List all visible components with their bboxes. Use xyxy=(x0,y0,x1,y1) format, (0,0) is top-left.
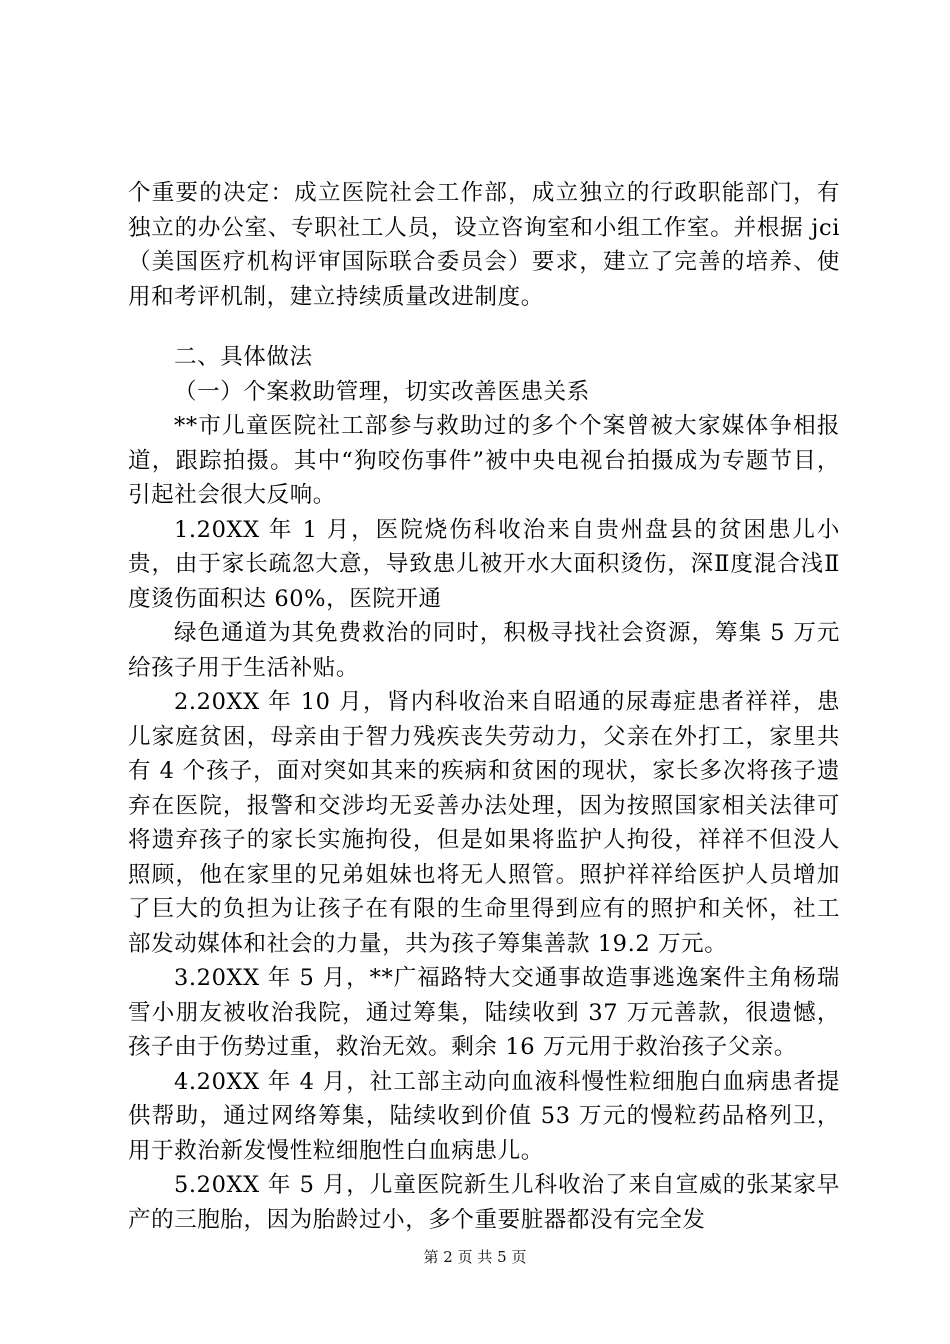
paragraph-continuation: 个重要的决定：成立医院社会工作部，成立独立的行政职能部门，有独立的办公室、专职社工人员，设立咨询室和小组工作室。并根据 jci（美国医疗机构评审国际联合委员会）要求，建立了完善的培养、使用和考评机制，建立持续质量改进制度。 xyxy=(128,180,840,310)
case-item-3: 3.20XX 年 5 月，**广福路特大交通事故造事逃逸案件主角杨瑞雪小朋友被收治我院，通过筹集，陆续收到 37 万元善款，很遗憾，孩子由于伤势过重，救治无效。剩余 16 万元用于救治孩子父亲。 xyxy=(128,965,840,1060)
page-number-footer: 第 2 页 共 5 页 xyxy=(423,1248,527,1266)
subsection-heading: （一）个案救助管理，切实改善医患关系 xyxy=(174,378,590,405)
case-item-2: 2.20XX 年 10 月，肾内科收治来自昭通的尿毒症患者祥祥，患儿家庭贫困，母亲由于智力残疾丧失劳动力，父亲在外打工，家里共有 4 个孩子，面对突如其来的疾病和贫困的现状，家长多次将孩子遗弃在医院，报警和交涉均无妥善办法处理，因为按照国家相关法律可将遗弃孩子的家长实施拘役，但是如果将监护人拘役，祥祥不但没人照顾，他在家里的兄弟姐妹也将无人照管。照护祥祥给医护人员增加了巨大的负担为让孩子在有限的生命里得到应有的照护和关怀，社工部发动媒体和社会的力量，共为孩子筹集善款 19.2 万元。 xyxy=(128,689,840,957)
case-item-4: 4.20XX 年 4 月，社工部主动向血液科慢性粒细胞白血病患者提供帮助，通过网络筹集，陆续收到价值 53 万元的慢粒药品格列卫，用于救治新发慢性粒细胞性白血病患儿。 xyxy=(128,1068,840,1164)
paragraph: **市儿童医院社工部参与救助过的多个个案曾被大家媒体争相报道，跟踪拍摄。其中“狗咬伤事件”被中央电视台拍摄成为专题节目，引起社会很大反响。 xyxy=(128,413,840,508)
case-item-5: 5.20XX 年 5 月，儿童医院新生儿科收治了来自宣威的张某家早产的三胞胎，因为胎龄过小，多个重要脏器都没有完全发 xyxy=(128,1172,840,1233)
paragraph-gap xyxy=(128,314,840,340)
case-item-1: 1.20XX 年 1 月，医院烧伤科收治来自贵州盘县的贫困患儿小贵，由于家长疏忽大意，导致患儿被开水大面积烫伤，深Ⅱ度混合浅Ⅱ度烫伤面积达 60%，医院开通 xyxy=(128,516,840,612)
case-item-1-continued: 绿色通道为其免费救治的同时，积极寻找社会资源，筹集 5 万元给孩子用于生活补贴。 xyxy=(128,620,840,681)
document-body xyxy=(128,176,840,1237)
section-heading: 二、具体做法 xyxy=(174,344,313,370)
